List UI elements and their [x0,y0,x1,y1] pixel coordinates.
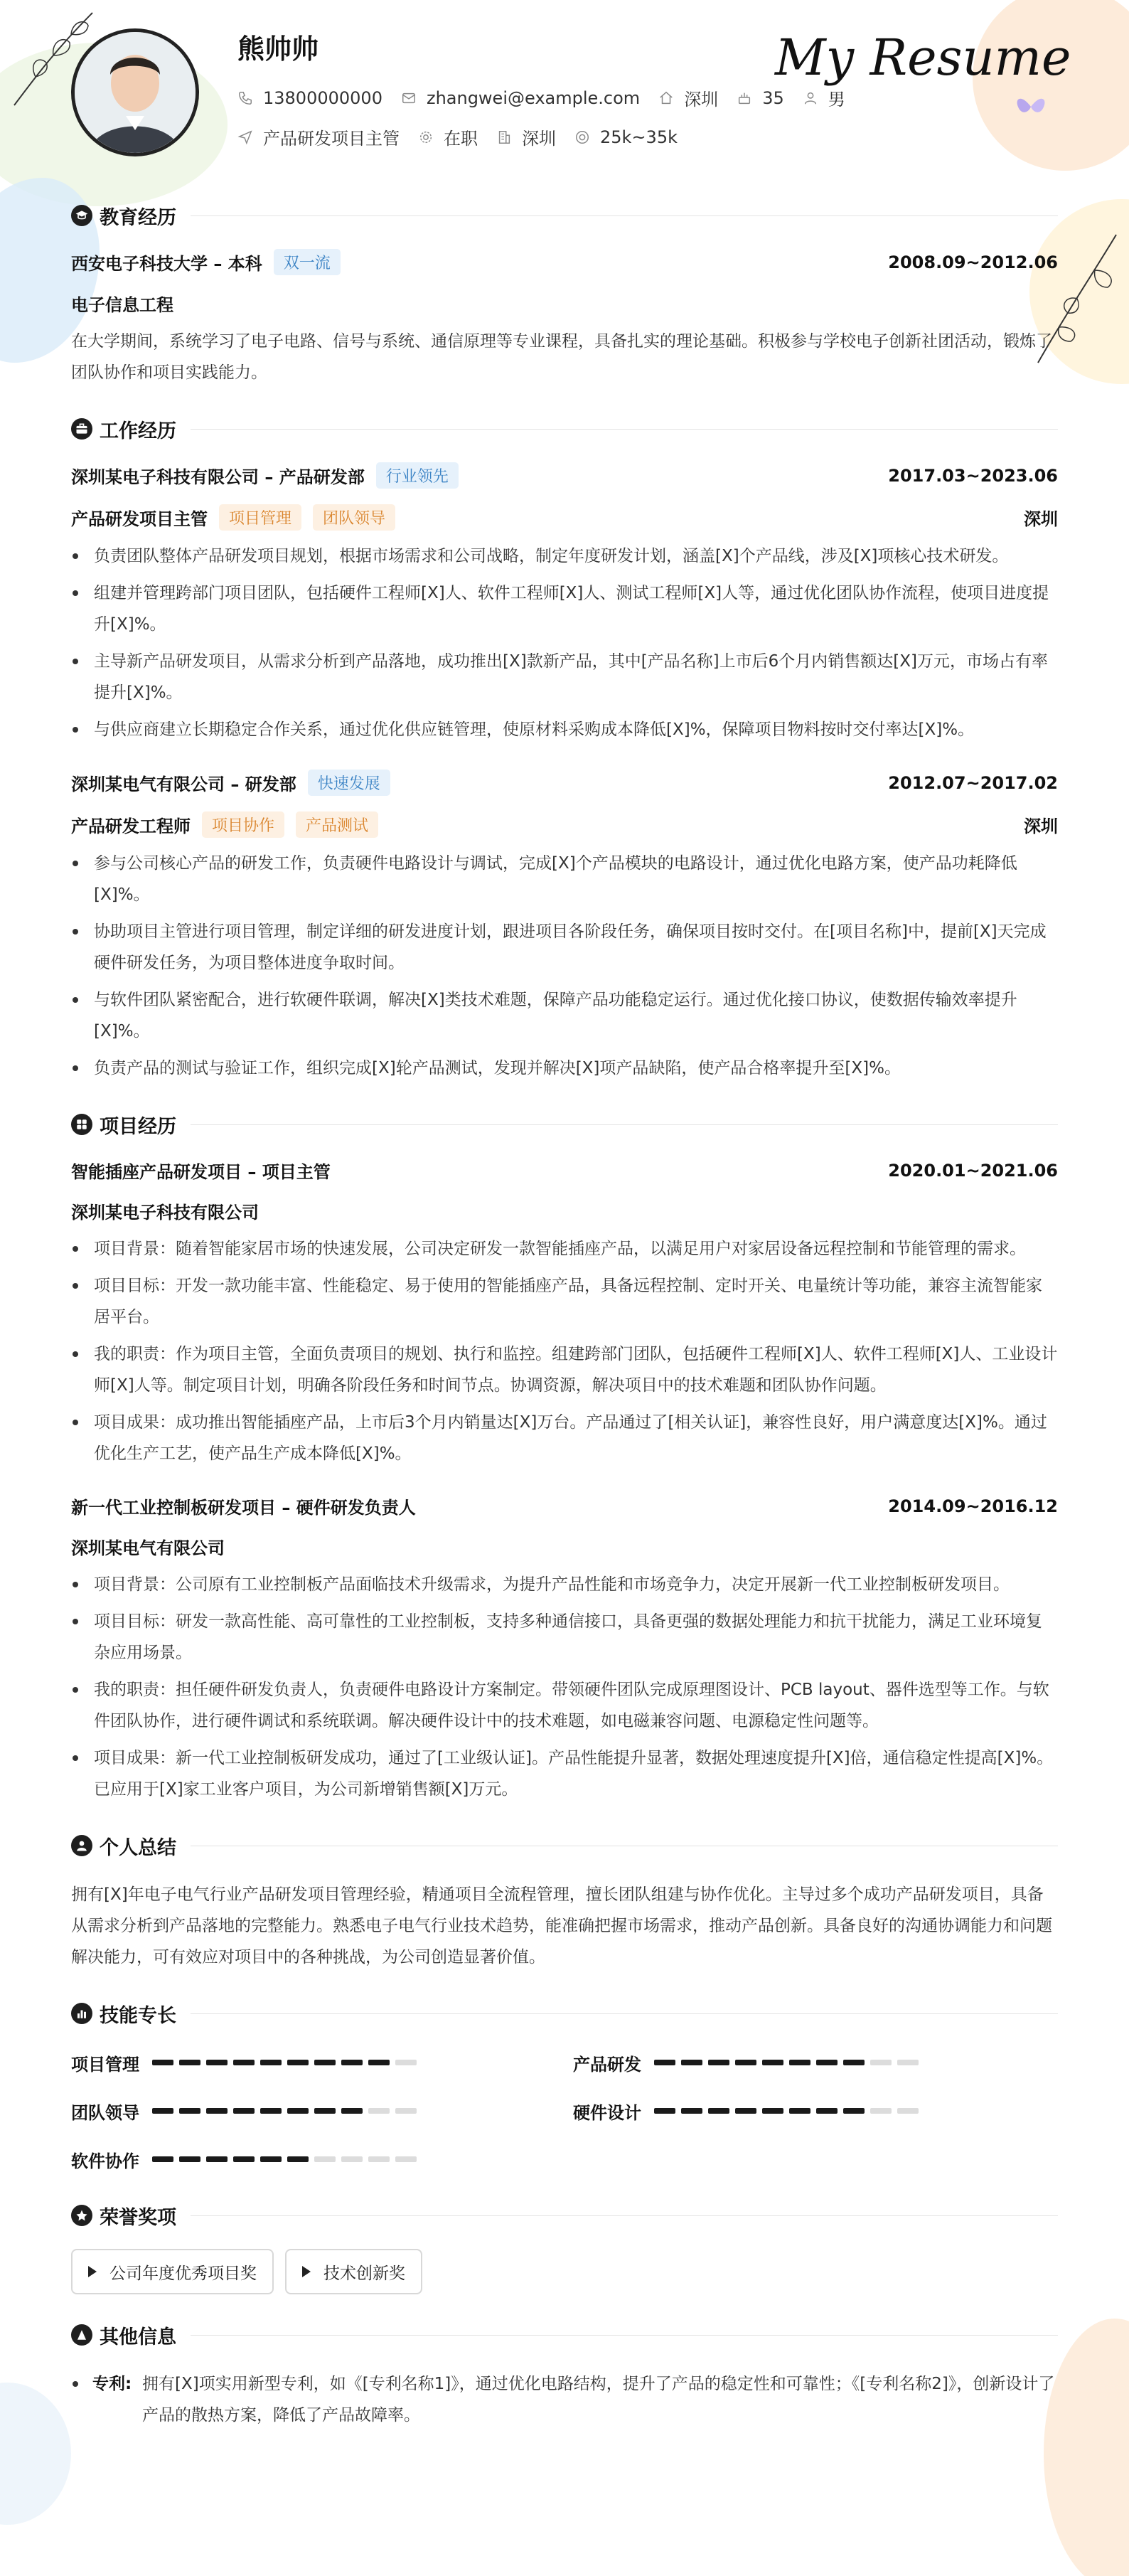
skill-segment-filled [762,2108,783,2114]
resume-content [71,199,1058,2431]
section-title: 工作经历 [100,420,176,442]
work-bullets [71,848,1058,1084]
skill-segment-empty [870,2060,892,2065]
project-name: 新一代工业控制板研发项目 – 硬件研发负责人 [71,1498,416,1518]
skill-segment-filled [762,2060,783,2065]
company-name: 深圳某电子科技有限公司 – 产品研发部 [71,467,365,487]
status-text: 在职 [444,129,478,149]
skill-segment-filled [287,2060,309,2065]
section-divider [191,429,1058,430]
work-entry [71,770,1058,1084]
skill-item [573,2095,1028,2127]
section-header [71,2319,1058,2351]
briefcase-icon [71,418,92,440]
list-item: 项目成果：成功推出智能插座产品，上市后3个月内销量达[X]万台。产品通过了[相关认证]，兼容性良好，用户满意度达[X]%。通过优化生产工艺，使产品生产成本降低[X]%。 [71,1407,1058,1469]
education-description: 在大学期间，系统学习了电子电路、信号与系统、通信原理等专业课程，具备扎实的理论基础。积极参与学校电子创新社团活动，锻炼了团队协作和项目实践能力。 [71,332,1052,382]
skill-segment-filled [789,2108,810,2114]
phone-info [237,88,382,108]
company-name: 深圳某电气有限公司 – 研发部 [71,775,296,794]
projects-section [71,1108,1058,1805]
project-name: 智能插座产品研发项目 – 项目主管 [71,1162,331,1182]
role-tag: 团队领导 [313,504,395,531]
section-header [71,199,1058,232]
role-tag: 项目协作 [202,811,284,838]
skill-level-bar [152,2156,422,2162]
skill-segment-filled [654,2108,675,2114]
person-icon [71,1835,92,1856]
location-info [658,85,718,110]
skill-segment-empty [314,2156,336,2162]
status-info [418,124,478,149]
work-entry [71,462,1058,745]
award-badge [285,2249,422,2294]
project-date: 2014.09~2016.12 [888,1496,1058,1516]
info-icon [71,2324,92,2346]
section-title: 技能专长 [100,2004,176,2027]
skill-segment-filled [708,2060,729,2065]
list-item: 项目目标：研发一款高性能、高可靠性的工业控制板，支持多种通信接口，具备更强的数据处理能力和抗干扰能力，满足工业环境复杂应用场景。 [71,1606,1058,1668]
award-icon [71,2205,92,2226]
skill-segment-filled [789,2060,810,2065]
summary-section [71,1829,1058,1973]
contact-row [237,85,864,110]
skill-segment-filled [314,2108,336,2114]
section-divider [191,2335,1058,2336]
role-tag: 产品测试 [296,811,378,838]
skill-segment-filled [816,2108,838,2114]
school-row [71,249,341,275]
phone-icon [237,90,253,106]
skill-segment-filled [708,2108,729,2114]
project-bullets [71,1569,1058,1805]
skill-segment-filled [206,2060,228,2065]
coin-icon [574,129,590,145]
skill-item [71,2047,573,2078]
skill-segment-filled [843,2060,865,2065]
skill-item [71,2095,573,2127]
gender-info [803,85,845,110]
role-tag: 项目管理 [219,504,301,531]
list-item: 我的职责：担任硬件研发负责人，负责硬件电路设计方案制定。带领硬件团队完成原理图设计、PCB layout、器件选型等工作。与软件团队协作，进行硬件调试和系统联调。解决硬件设计中的技术难题，如电磁兼容问题、电源稳定性问题等。 [71,1674,1058,1737]
section-title: 项目经历 [100,1115,176,1138]
avatar [71,28,199,156]
bar-chart-icon [71,2003,92,2024]
skill-segment-filled [341,2108,363,2114]
summary-text: 拥有[X]年电子电气行业产品研发项目管理经验，精通项目全流程管理，擅长团队组建与协作优化。主导过多个成功产品研发项目，具备从需求分析到产品落地的完整能力。熟悉电子电气行业技术趋势，能准确把握市场需求，推动产品创新。具备良好的沟通协调能力和问题解决能力，可有效应对项目中的各种挑战，为公司创造显著价值。 [71,1885,1052,1966]
award-label: 公司年度优秀项目奖 [109,2264,257,2283]
company-tag: 快速发展 [308,770,390,796]
section-divider [191,1124,1058,1125]
section-title: 其他信息 [100,2326,176,2348]
send-icon [237,129,253,145]
section-header [71,2199,1058,2232]
gear-icon [418,129,434,145]
cake-icon [737,90,752,106]
school-name: 西安电子科技大学 – 本科 [71,254,262,274]
section-header [71,1829,1058,1862]
skill-segment-filled [233,2108,255,2114]
skill-level-bar [152,2108,422,2114]
skill-segment-filled [179,2108,200,2114]
list-item: 协助项目主管进行项目管理，制定详细的研发进度计划，跟进项目各阶段任务，确保项目按时交付。在[项目名称]中，提前[X]天完成硬件研发任务，为项目整体进度争取时间。 [71,916,1058,979]
project-bullets [71,1233,1058,1469]
email-info [401,88,640,108]
list-item: 组建并管理跨部门项目团队，包括硬件工程师[X]人、软件工程师[X]人、测试工程师[X]人等，通过优化团队协作流程，使项目进度提升[X]%。 [71,578,1058,640]
skill-segment-filled [152,2060,173,2065]
skill-segment-filled [179,2060,200,2065]
butterfly-decor-icon [1010,85,1052,128]
awards-section [71,2199,1058,2294]
skill-segment-filled [287,2156,309,2162]
target-city-text: 深圳 [522,129,556,149]
skill-segment-empty [395,2108,417,2114]
skill-level-bar [654,2108,924,2114]
skill-segment-filled [152,2108,173,2114]
section-title: 教育经历 [100,206,176,229]
skill-level-bar [654,2060,924,2065]
skill-segment-empty [368,2108,390,2114]
skill-segment-empty [395,2060,417,2065]
skill-segment-filled [260,2060,282,2065]
skill-segment-filled [260,2108,282,2114]
skill-segment-filled [233,2156,255,2162]
company-row [71,770,390,796]
list-item: 我的职责：作为项目主管，全面负责项目的规划、执行和监控。组建跨部门团队，包括硬件工程师[X]人、软件工程师[X]人、工业设计师[X]人等。制定项目计划，明确各阶段任务和时间节点。协调资源，解决项目中的技术难题和团队协作问题。 [71,1338,1058,1401]
role-name: 产品研发工程师 [71,816,191,836]
skill-segment-filled [179,2156,200,2162]
skill-name: 软件协作 [71,2151,139,2171]
skill-segment-filled [341,2060,363,2065]
skill-segment-filled [681,2108,702,2114]
email-text: zhangwei@example.com [426,87,641,108]
mail-icon [401,90,417,106]
skill-segment-empty [341,2156,363,2162]
skill-segment-filled [152,2156,173,2162]
project-entry [71,1494,1058,1805]
list-item: 项目背景：公司原有工业控制板产品面临技术升级需求，为提升产品性能和市场竞争力，决定开展新一代工业控制板研发项目。 [71,1569,1058,1600]
job-row [237,124,696,149]
role-row [71,504,395,531]
skill-segment-filled [735,2060,756,2065]
project-entry [71,1158,1058,1469]
age-info [737,88,784,108]
section-divider [191,2013,1058,2014]
skill-name: 硬件设计 [573,2102,641,2123]
location-text: 深圳 [684,90,719,110]
building-icon [496,129,512,145]
work-city: 深圳 [1024,816,1058,836]
position-text: 产品研发项目主管 [263,129,400,149]
target-city-info [496,124,556,149]
other-text: 拥有[X]项实用新型专利，如《[专利名称1]》，通过优化电路结构，提升了产品的稳定性和可靠性；《[专利名称2]》，创新设计了产品的散热方案，降低了产品故障率。 [142,2375,1055,2425]
skill-segment-filled [206,2156,228,2162]
other-section [71,2319,1058,2431]
skill-segment-empty [395,2156,417,2162]
list-item: 项目目标：开发一款功能丰富、性能稳定、易于使用的智能插座产品，具备远程控制、定时开关、电量统计等功能，兼容主流智能家居平台。 [71,1270,1058,1333]
skill-name: 产品研发 [573,2054,641,2075]
section-header [71,1997,1058,2030]
skill-segment-filled [681,2060,702,2065]
skill-segment-filled [654,2060,675,2065]
play-triangle-icon [88,2266,97,2277]
project-company: 深圳某电气有限公司 [71,1538,225,1558]
list-item: 负责团队整体产品研发项目规划，根据市场需求和公司战略，制定年度研发计划，涵盖[X]个产品线，涉及[X]项核心技术研发。 [71,541,1058,572]
project-date: 2020.01~2021.06 [888,1160,1058,1181]
section-divider [191,2215,1058,2216]
graduation-cap-icon [71,205,92,226]
section-title: 荣誉奖项 [100,2206,176,2229]
user-icon [803,90,818,106]
list-item: 负责产品的测试与验证工作，组织完成[X]轮产品测试，发现并解决[X]项产品缺陷，使产品合格率提升至[X]%。 [71,1053,1058,1084]
section-divider [191,215,1058,216]
skill-segment-filled [260,2156,282,2162]
list-item: 参与公司核心产品的研发工作，负责硬件电路设计与调试，完成[X]个产品模块的电路设计，通过优化电路方案，使产品功耗降低[X]%。 [71,848,1058,910]
role-row [71,811,378,838]
section-header [71,413,1058,445]
skill-segment-filled [287,2108,309,2114]
skills-grid [71,2047,1058,2175]
section-title: 个人总结 [100,1836,176,1859]
skill-segment-filled [206,2108,228,2114]
list-item: 与供应商建立长期稳定合作关系，通过优化供应链管理，使原材料采购成本降低[X]%，保障项目物料按时交付率达[X]%。 [71,714,1058,745]
skill-item [71,2144,573,2175]
salary-info [574,127,678,147]
skill-name: 团队领导 [71,2102,139,2123]
company-tag: 行业领先 [376,462,459,489]
award-badge [71,2249,274,2294]
skill-segment-filled [368,2060,390,2065]
skill-segment-empty [870,2108,892,2114]
skill-segment-filled [735,2108,756,2114]
work-section [71,413,1058,1084]
role-name: 产品研发项目主管 [71,509,208,529]
skill-item [573,2047,1028,2078]
list-item: 与软件团队紧密配合，进行软硬件联调，解决[X]类技术难题，保障产品功能稳定运行。通过优化接口协议，使数据传输效率提升[X]%。 [71,984,1058,1047]
gender-text: 男 [828,90,845,110]
skill-name: 项目管理 [71,2054,139,2075]
work-date: 2012.07~2017.02 [888,772,1058,793]
major-name: 电子信息工程 [71,295,173,315]
work-bullets [71,541,1058,745]
skill-segment-filled [233,2060,255,2065]
work-city: 深圳 [1024,509,1058,529]
section-header [71,1108,1058,1141]
skill-segment-filled [314,2060,336,2065]
awards-list [71,2249,1058,2294]
education-date: 2008.09~2012.06 [888,252,1058,272]
project-company: 深圳某电子科技有限公司 [71,1203,259,1223]
position-info [237,124,400,149]
phone-text: 13800000000 [263,87,382,108]
list-item: 主导新产品研发项目，从需求分析到产品落地，成功推出[X]款新产品，其中[产品名称]上市后6个月内销售额达[X]万元，市场占有率提升[X]%。 [71,646,1058,708]
salary-text: 25k~35k [600,127,678,147]
home-icon [658,90,674,106]
decor-bottom-left-blob [0,2383,71,2525]
age-text: 35 [762,87,784,108]
resume-title: My Resume [775,28,1071,87]
other-item [71,2368,1058,2431]
list-item: 项目成果：新一代工业控制板研发成功，通过了[工业级认证]。产品性能提升显著，数据处理速度提升[X]倍，通信稳定性提高[X]%。已应用于[X]家工业客户项目，为公司新增销售额[X]万元。 [71,1742,1058,1805]
skill-segment-filled [816,2060,838,2065]
candidate-name: 熊帅帅 [237,33,319,65]
skill-segment-filled [843,2108,865,2114]
education-section [71,199,1058,388]
list-item: 项目背景：随着智能家居市场的快速发展，公司决定研发一款智能插座产品，以满足用户对家居设备远程控制和节能管理的需求。 [71,1233,1058,1265]
company-row [71,462,459,489]
skill-segment-empty [368,2156,390,2162]
play-triangle-icon [302,2266,311,2277]
skill-segment-empty [897,2108,919,2114]
grid-icon [71,1114,92,1135]
skills-section [71,1997,1058,2175]
award-label: 技术创新奖 [323,2264,405,2283]
other-label: 专利: [92,2375,132,2393]
skill-level-bar [152,2060,422,2065]
school-tag: 双一流 [274,249,341,275]
education-entry [71,249,1058,388]
work-date: 2017.03~2023.06 [888,465,1058,486]
skill-segment-empty [897,2060,919,2065]
